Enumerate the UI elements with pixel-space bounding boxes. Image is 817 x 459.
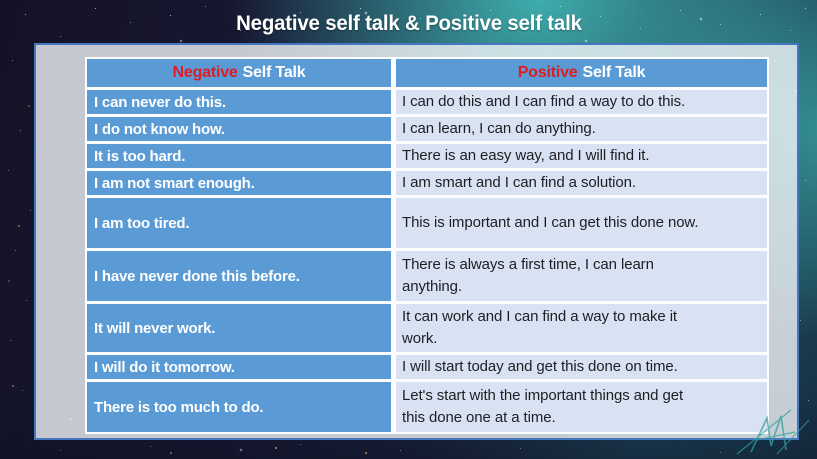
negative-cell: I can never do this.	[87, 90, 391, 114]
negative-cell: I do not know how.	[87, 117, 391, 141]
negative-cell: I have never done this before.	[87, 251, 391, 301]
negative-cell: It is too hard.	[87, 144, 391, 168]
negative-cell: I will do it tomorrow.	[87, 355, 391, 379]
content-panel	[34, 43, 799, 440]
positive-cell: I am smart and I can find a solution.	[396, 171, 767, 195]
positive-cell: It can work and I can find a way to make it work.	[396, 304, 767, 352]
negative-cell: It will never work.	[87, 304, 391, 352]
negative-column-header	[87, 59, 391, 87]
header-rest: Self Talk	[582, 64, 646, 81]
star-field-colored	[0, 0, 2, 2]
self-talk-table	[85, 57, 769, 434]
positive-cell: There is always a first time, I can learn anything.	[396, 251, 767, 301]
positive-cell: Let's start with the important things and get this done one at a time.	[396, 382, 767, 432]
negative-cell: There is too much to do.	[87, 382, 391, 432]
positive-cell: This is important and I can get this done now.	[396, 198, 767, 248]
positive-cell: I will start today and get this done on time.	[396, 355, 767, 379]
positive-cell: There is an easy way, and I will find it.	[396, 144, 767, 168]
negative-cell: I am too tired.	[87, 198, 391, 248]
header-rest: Self Talk	[242, 64, 306, 81]
positive-column-header	[396, 59, 767, 87]
slide-title: Negative self talk & Positive self talk	[235, 11, 582, 35]
header-highlight: Positive	[517, 64, 578, 81]
positive-cell: I can learn, I can do anything.	[396, 117, 767, 141]
header-highlight: Negative	[172, 64, 238, 81]
positive-cell: I can do this and I can find a way to do this.	[396, 90, 767, 114]
signature-scribble-icon	[733, 406, 813, 456]
negative-cell: I am not smart enough.	[87, 171, 391, 195]
